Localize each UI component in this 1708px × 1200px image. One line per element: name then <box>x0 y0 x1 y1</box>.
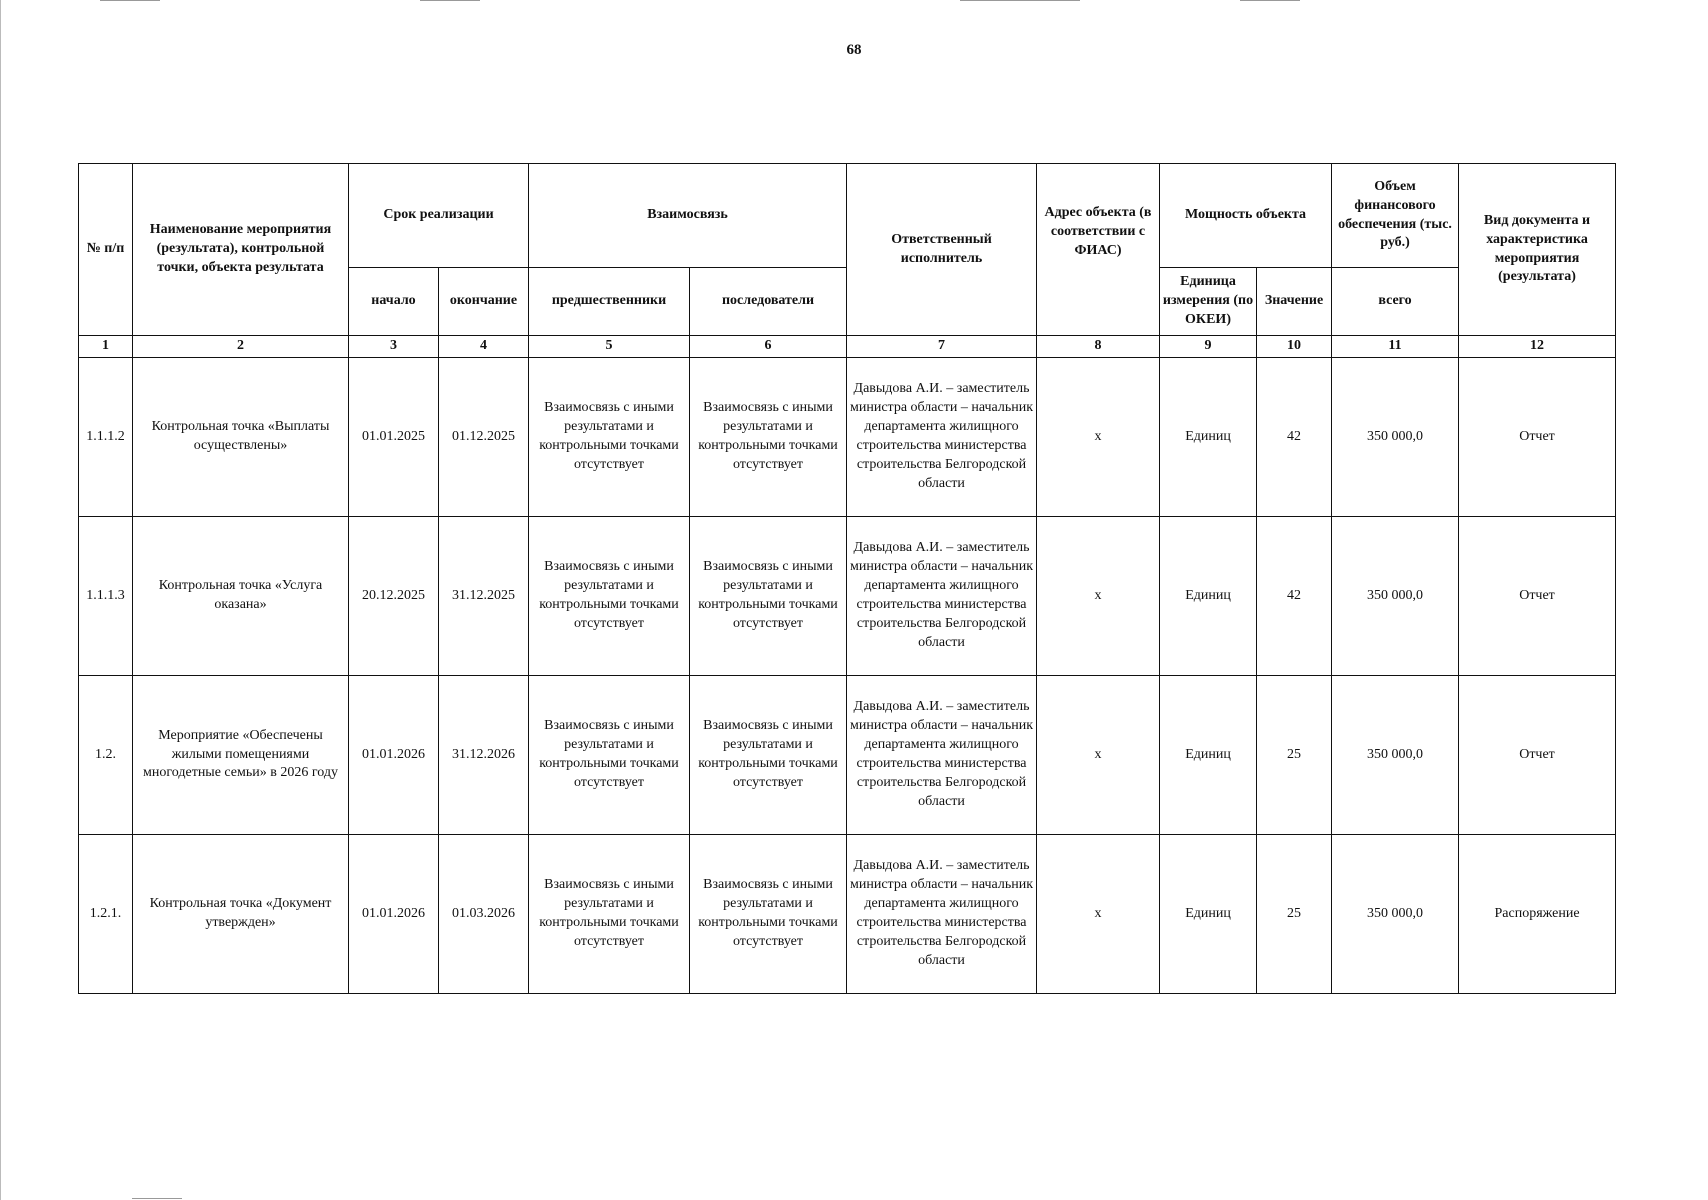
column-number: 4 <box>439 336 529 358</box>
cell-end: 01.12.2025 <box>439 358 529 517</box>
cell-address: х <box>1037 358 1160 517</box>
cell-unit: Единиц <box>1160 676 1257 835</box>
header-num: № п/п <box>79 164 133 336</box>
cell-responsible: Давыдова А.И. – заместитель министра области – начальник департамента жилищного строительства министерства строительства Белгородской области <box>847 676 1037 835</box>
cell-name: Мероприятие «Обеспечены жилыми помещениями многодетные семьи» в 2026 году <box>133 676 349 835</box>
cell-num: 1.1.1.2 <box>79 358 133 517</box>
cell-name: Контрольная точка «Услуга оказана» <box>133 517 349 676</box>
cell-unit: Единиц <box>1160 517 1257 676</box>
cell-finance: 350 000,0 <box>1332 358 1459 517</box>
cell-prev: Взаимосвязь с иными результатами и контрольными точками отсутствует <box>529 358 690 517</box>
scan-artifact-line <box>960 0 1080 1</box>
cell-prev: Взаимосвязь с иными результатами и контрольными точками отсутствует <box>529 835 690 994</box>
cell-value: 42 <box>1257 358 1332 517</box>
scan-artifact-line <box>132 1198 182 1199</box>
header-term-start: начало <box>349 268 439 336</box>
table-row <box>79 676 1616 835</box>
cell-end: 31.12.2026 <box>439 676 529 835</box>
table-row <box>79 517 1616 676</box>
column-number: 5 <box>529 336 690 358</box>
header-address: Адрес объекта (в соответствии с ФИАС) <box>1037 164 1160 336</box>
header-capacity: Мощность объекта <box>1160 164 1332 268</box>
page-number: 68 <box>846 42 862 58</box>
cell-doc: Отчет <box>1459 676 1616 835</box>
cell-next: Взаимосвязь с иными результатами и контрольными точками отсутствует <box>690 517 847 676</box>
cell-num: 1.2. <box>79 676 133 835</box>
cell-address: х <box>1037 676 1160 835</box>
cell-start: 01.01.2026 <box>349 676 439 835</box>
cell-unit: Единиц <box>1160 835 1257 994</box>
column-number: 7 <box>847 336 1037 358</box>
cell-start: 20.12.2025 <box>349 517 439 676</box>
cell-finance: 350 000,0 <box>1332 676 1459 835</box>
cell-num: 1.1.1.3 <box>79 517 133 676</box>
cell-unit: Единиц <box>1160 358 1257 517</box>
plan-table <box>78 163 1616 994</box>
column-number: 10 <box>1257 336 1332 358</box>
cell-value: 42 <box>1257 517 1332 676</box>
column-number: 6 <box>690 336 847 358</box>
cell-prev: Взаимосвязь с иными результатами и контрольными точками отсутствует <box>529 676 690 835</box>
column-number: 8 <box>1037 336 1160 358</box>
table-row <box>79 358 1616 517</box>
header-link-next: последователи <box>690 268 847 336</box>
scan-artifact-line <box>1240 0 1300 1</box>
header-finance-total: всего <box>1332 268 1459 336</box>
cell-responsible: Давыдова А.И. – заместитель министра области – начальник департамента жилищного строительства министерства строительства Белгородской области <box>847 517 1037 676</box>
header-capacity-unit: Единица измерения (по ОКЕИ) <box>1160 268 1257 336</box>
cell-value: 25 <box>1257 676 1332 835</box>
cell-name: Контрольная точка «Документ утвержден» <box>133 835 349 994</box>
column-number: 3 <box>349 336 439 358</box>
header-responsible: Ответственный исполнитель <box>847 164 1037 336</box>
cell-value: 25 <box>1257 835 1332 994</box>
header-term-end: окончание <box>439 268 529 336</box>
cell-start: 01.01.2026 <box>349 835 439 994</box>
cell-responsible: Давыдова А.И. – заместитель министра области – начальник департамента жилищного строительства министерства строительства Белгородской области <box>847 835 1037 994</box>
table-row <box>79 835 1616 994</box>
cell-start: 01.01.2025 <box>349 358 439 517</box>
cell-doc: Отчет <box>1459 517 1616 676</box>
cell-doc: Отчет <box>1459 358 1616 517</box>
cell-next: Взаимосвязь с иными результатами и контрольными точками отсутствует <box>690 358 847 517</box>
cell-num: 1.2.1. <box>79 835 133 994</box>
header-link-prev: предшественники <box>529 268 690 336</box>
header-doc-type: Вид документа и характеристика мероприятия (результата) <box>1459 164 1616 336</box>
cell-address: х <box>1037 517 1160 676</box>
scan-artifact-line <box>420 0 480 1</box>
cell-name: Контрольная точка «Выплаты осуществлены» <box>133 358 349 517</box>
scan-artifact-line <box>100 0 160 1</box>
cell-end: 01.03.2026 <box>439 835 529 994</box>
column-number: 1 <box>79 336 133 358</box>
header-term: Срок реализации <box>349 164 529 268</box>
cell-next: Взаимосвязь с иными результатами и контрольными точками отсутствует <box>690 676 847 835</box>
column-number: 9 <box>1160 336 1257 358</box>
header-name: Наименование мероприятия (результата), контрольной точки, объекта результата <box>133 164 349 336</box>
header-row-top <box>79 164 1616 268</box>
column-number: 2 <box>133 336 349 358</box>
cell-address: х <box>1037 835 1160 994</box>
cell-next: Взаимосвязь с иными результатами и контрольными точками отсутствует <box>690 835 847 994</box>
cell-prev: Взаимосвязь с иными результатами и контрольными точками отсутствует <box>529 517 690 676</box>
scan-left-edge <box>0 0 1 1200</box>
cell-doc: Распоряжение <box>1459 835 1616 994</box>
header-finance: Объем финансового обеспечения (тыс. руб.) <box>1332 164 1459 268</box>
column-number: 12 <box>1459 336 1616 358</box>
cell-responsible: Давыдова А.И. – заместитель министра области – начальник департамента жилищного строительства министерства строительства Белгородской области <box>847 358 1037 517</box>
cell-finance: 350 000,0 <box>1332 517 1459 676</box>
cell-finance: 350 000,0 <box>1332 835 1459 994</box>
header-link: Взаимосвязь <box>529 164 847 268</box>
cell-end: 31.12.2025 <box>439 517 529 676</box>
header-capacity-value: Значение <box>1257 268 1332 336</box>
column-number-row <box>79 336 1616 358</box>
column-number: 11 <box>1332 336 1459 358</box>
